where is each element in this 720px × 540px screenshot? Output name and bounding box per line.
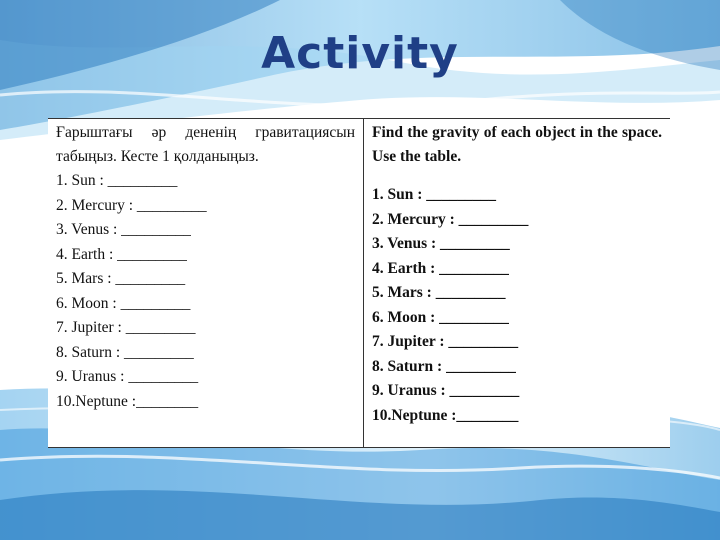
- list-item: 2. Mercury : _________: [56, 196, 207, 214]
- list-item: 3. Venus : _________: [372, 235, 510, 252]
- kazakh-instruction: Ғарыштағы әр дененің гравитациясын табыңыз. Кесте 1 қолданыңыз.: [56, 124, 355, 165]
- list-item: 5. Mars : _________: [372, 284, 506, 301]
- activity-table: [48, 118, 670, 448]
- list-item: 6. Moon : _________: [56, 294, 191, 312]
- list-item: 9. Uranus : _________: [56, 368, 199, 385]
- list-item: 5. Mars : _________: [56, 270, 186, 287]
- list-item: 4. Earth : _________: [372, 259, 509, 277]
- kazakh-item-list: [56, 169, 355, 414]
- english-instruction: Find the gravity of each object in the space. Use the table.: [372, 124, 662, 165]
- slide-title: Activity: [261, 28, 459, 79]
- list-item: 10.Neptune :________: [56, 392, 199, 410]
- list-item: 8. Saturn : _________: [56, 343, 194, 361]
- list-item: 4. Earth : _________: [56, 245, 187, 263]
- english-column: [364, 119, 670, 447]
- kazakh-column: [48, 119, 364, 447]
- list-item: 7. Jupiter : _________: [56, 319, 196, 336]
- list-item: 3. Venus : _________: [56, 221, 191, 238]
- list-item: 10.Neptune :________: [372, 406, 519, 424]
- list-item: 2. Mercury : _________: [372, 210, 529, 228]
- list-item: 1. Sun : _________: [372, 186, 497, 203]
- english-item-list: [372, 183, 662, 428]
- list-item: 7. Jupiter : _________: [372, 333, 519, 350]
- list-item: 1. Sun : _________: [56, 172, 178, 189]
- list-item: 6. Moon : _________: [372, 308, 509, 326]
- list-item: 9. Uranus : _________: [372, 382, 520, 399]
- list-item: 8. Saturn : _________: [372, 357, 516, 375]
